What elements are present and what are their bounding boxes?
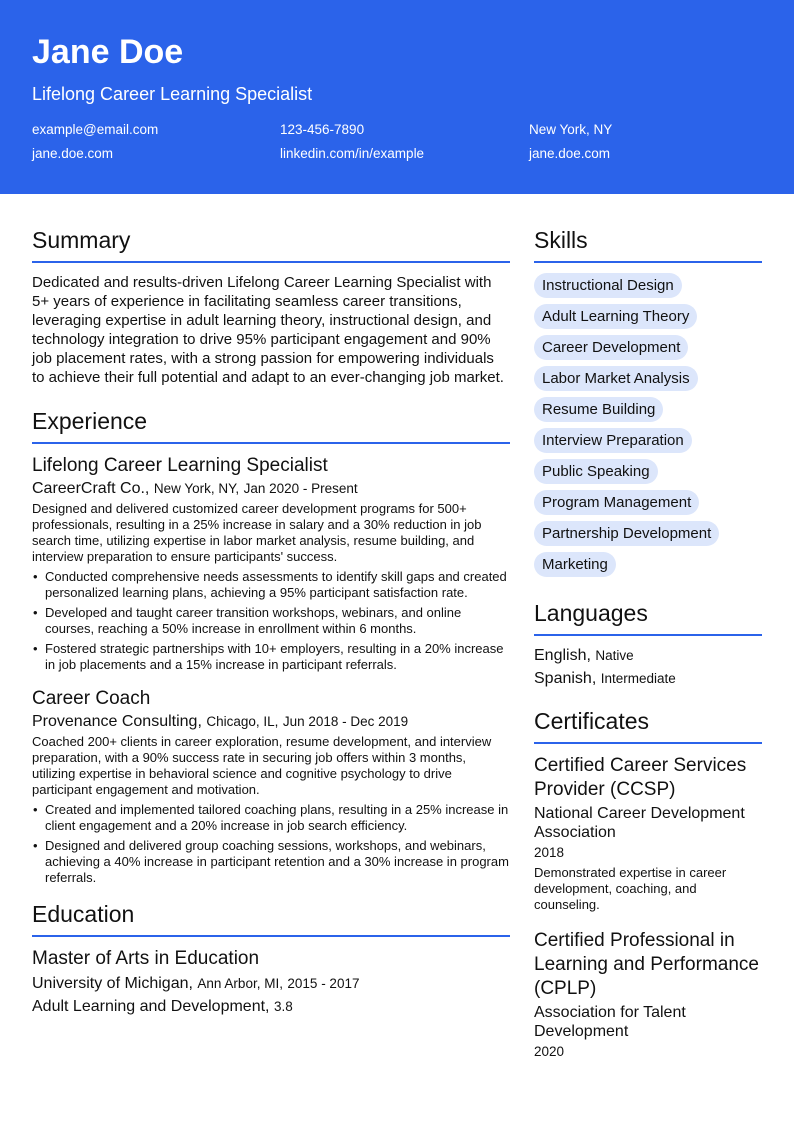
contact-email[interactable]: example@email.com [32,122,159,137]
skill-pill: Interview Preparation [534,428,692,453]
certificate-item [534,754,762,913]
certificate-title: Certified Career Services Provider (CCSP) [534,755,747,800]
education-dates: 2015 - 2017 [287,976,360,991]
job-bullet: • Developed and taught career transition workshops, webinars, and online courses, reaching a 50% increase in enrollment within 6 months. [32,605,510,637]
certificate-year: 2020 [534,1044,565,1059]
job-description: Coached 200+ clients in career exploration, resume development, and interview preparation, with a 90% success rate in securing job offers within 3 months, utilizing expertise in behavioral science and cognitive psychology to drive participant engagement and motivation. [32,734,492,797]
job-bullet: • Designed and delivered group coaching sessions, workshops, and webinars, achieving a 40% increase in participant retention and a 30% increase in program referrals. [32,838,510,886]
job-meta [32,712,510,732]
language-level: Native [595,648,634,663]
language-name: English, [534,647,591,664]
education-field: Adult Learning and Development, [32,998,270,1015]
school-location: Ann Arbor, MI, [197,976,283,991]
skill-pill: Instructional Design [534,273,682,298]
job-dates: Jun 2018 - Dec 2019 [282,714,409,729]
certificate-org: National Career Development Association [534,805,745,841]
contact-location: New York, NY [529,122,613,137]
education-section [32,900,510,1017]
job-company: CareerCraft Co., [32,480,150,497]
languages-heading: Languages [534,599,762,636]
job-bullet: • Conducted comprehensive needs assessments to identify skill gaps and created personalized learning plans, achieving a 95% participant satisfaction rate. [32,569,510,601]
contact-phone[interactable]: 123-456-7890 [280,122,365,137]
certificate-description: Demonstrated expertise in career development, coaching, and counseling. [534,865,727,912]
summary-section [32,226,510,387]
language-item [534,669,762,689]
degree-title: Master of Arts in Education [32,948,260,969]
job-company: Provenance Consulting, [32,713,202,730]
summary-heading: Summary [32,226,510,263]
contact-linkedin[interactable]: linkedin.com/in/example [280,146,425,161]
job-bullet: • Fostered strategic partnerships with 10+ employers, resulting in a 20% increase in job placements and a 15% increase in participant referrals. [32,641,510,673]
certificates-section [534,707,762,1060]
skill-pill: Resume Building [534,397,663,422]
job-meta [32,479,510,499]
education-school-line [32,974,510,994]
job-dates: Jan 2020 - Present [243,481,358,496]
skill-pill: Labor Market Analysis [534,366,698,391]
job-entry [32,687,510,886]
job-title: Lifelong Career Learning Specialist [32,455,328,476]
job-description: Designed and delivered customized career development programs for 500+ professionals, resulting in a 25% increase in salary and a 30% reduction in job search time, utilizing expertise in labor market analysis, resume building, and interview preparation to ensure participants' success. [32,501,482,564]
languages-section [534,599,762,689]
skill-pill: Adult Learning Theory [534,304,697,329]
side-column [534,226,762,1076]
job-location: New York, NY, [153,481,240,496]
education-field-line [32,997,510,1017]
experience-section [32,407,510,886]
skills-heading: Skills [534,226,762,263]
certificate-item [534,929,762,1060]
certificates-heading: Certificates [534,707,762,744]
skill-pill: Marketing [534,552,616,577]
candidate-role: Lifelong Career Learning Specialist [32,84,313,104]
contact-website[interactable]: jane.doe.com [32,146,114,161]
skills-section [534,226,762,583]
skill-pill: Partnership Development [534,521,719,546]
candidate-name: Jane Doe [32,33,184,71]
school-name: University of Michigan, [32,975,193,992]
certificate-title: Certified Professional in Learning and Performance (CPLP) [534,930,759,999]
education-heading: Education [32,900,510,937]
certificate-year: 2018 [534,845,565,860]
experience-heading: Experience [32,407,510,444]
education-gpa: 3.8 [273,999,293,1014]
language-name: Spanish, [534,670,597,687]
job-title: Career Coach [32,688,151,709]
skill-pill: Career Development [534,335,688,360]
resume-header [0,0,794,194]
job-bullets [32,569,510,673]
summary-text: Dedicated and results-driven Lifelong Career Learning Specialist with 5+ years of experience in facilitating seamless career transitions, leveraging expertise in adult learning theory, instructional design, and technology integration to drive 95% participant engagement and 90% job placement rates, with a strong passion for empowering individuals to achieve their full potential and adapt to an ever-changing job market. [32,274,504,386]
job-bullets [32,802,510,886]
certificate-org: Association for Talent Development [534,1004,686,1040]
main-column [32,226,510,1017]
language-level: Intermediate [600,671,676,686]
job-entry [32,454,510,673]
skill-pill: Program Management [534,490,699,515]
language-item [534,646,762,666]
skill-pill: Public Speaking [534,459,658,484]
job-bullet: • Created and implemented tailored coaching plans, resulting in a 25% increase in client engagement and a 20% increase in job search efficiency. [32,802,510,834]
job-location: Chicago, IL, [206,714,279,729]
contact-website-secondary[interactable]: jane.doe.com [529,146,611,161]
